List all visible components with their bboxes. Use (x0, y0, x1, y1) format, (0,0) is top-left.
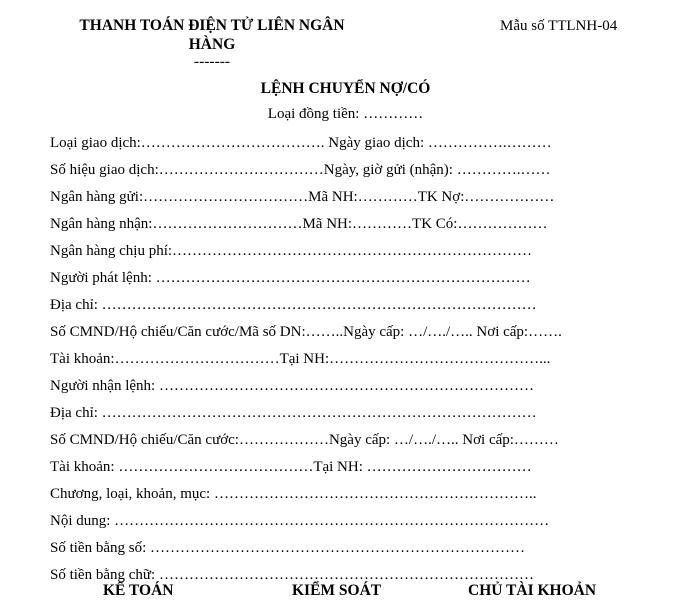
form-number: Mẫu số TTLNH-04 (500, 18, 618, 34)
sending-bank-field: Ngân hàng gửi:……………………………Mã NH:…………TK Nợ:……………… (50, 189, 555, 205)
form-title: LỆNH CHUYỂN NỢ/CÓ (260, 80, 431, 97)
sender-account-field: Tài khoản:……………………………Tại NH:……………………………………... (50, 351, 551, 367)
receiver-field: Người nhận lệnh: ………………………………………………………………… (50, 378, 534, 394)
receiver-address-field: Địa chỉ: …………………………………………………………………………… (50, 405, 537, 421)
receiver-id-field: Số CMND/Hộ chiếu/Căn cước:………………Ngày cấp: …/…./….. Nơi cấp:……… (50, 432, 559, 448)
transaction-id-field: Số hiệu giao dịch:……………………………Ngày, giờ gửi (nhận): ………….…… (50, 162, 551, 178)
receiving-bank-field: Ngân hàng nhận:…………………………Mã NH:…………TK Có:……………… (50, 216, 548, 232)
header-separator: ------- (193, 53, 231, 70)
fee-bank-field: Ngân hàng chịu phí:……………………………………………………………… (50, 243, 533, 259)
sender-id-field: Số CMND/Hộ chiếu/Căn cước/Mã số DN:……..Ngày cấp: …/…./….. Nơi cấp:……. (50, 324, 562, 340)
account-owner-signature-label: CHỦ TÀI KHOẢN (468, 582, 597, 599)
sender-field: Người phát lệnh: ………………………………………………………………… (50, 270, 531, 286)
amount-number-field: Số tiền bằng số: ………………………………………………………………… (50, 540, 525, 556)
currency-type-field: Loại đồng tiền: ………… (267, 106, 424, 122)
amount-words-field: Số tiền bằng chữ: ………………………………………………………………… (50, 567, 534, 583)
issuer-name-line1: THANH TOÁN ĐIỆN TỬ LIÊN NGÂN (79, 17, 345, 34)
receiver-account-field: Tài khoản: …………………………………Tại NH: …………………………… (50, 459, 532, 475)
budget-classification-field: Chương, loại, khoản, mục: ……………………………………………………….. (50, 486, 537, 502)
accountant-signature-label: KẾ TOÁN (103, 582, 174, 599)
issuer-name-line2: HÀNG (188, 36, 236, 53)
issuer-header (62, 16, 362, 70)
transaction-type-field: Loại giao dịch:………………………………. Ngày giao dịch: …………….……… (50, 135, 552, 151)
sender-address-field: Địa chỉ: …………………………………………………………………………… (50, 297, 537, 313)
controller-signature-label: KIỂM SOÁT (292, 582, 382, 599)
content-field: Nội dung: …………………………………………………………………………… (50, 513, 550, 529)
